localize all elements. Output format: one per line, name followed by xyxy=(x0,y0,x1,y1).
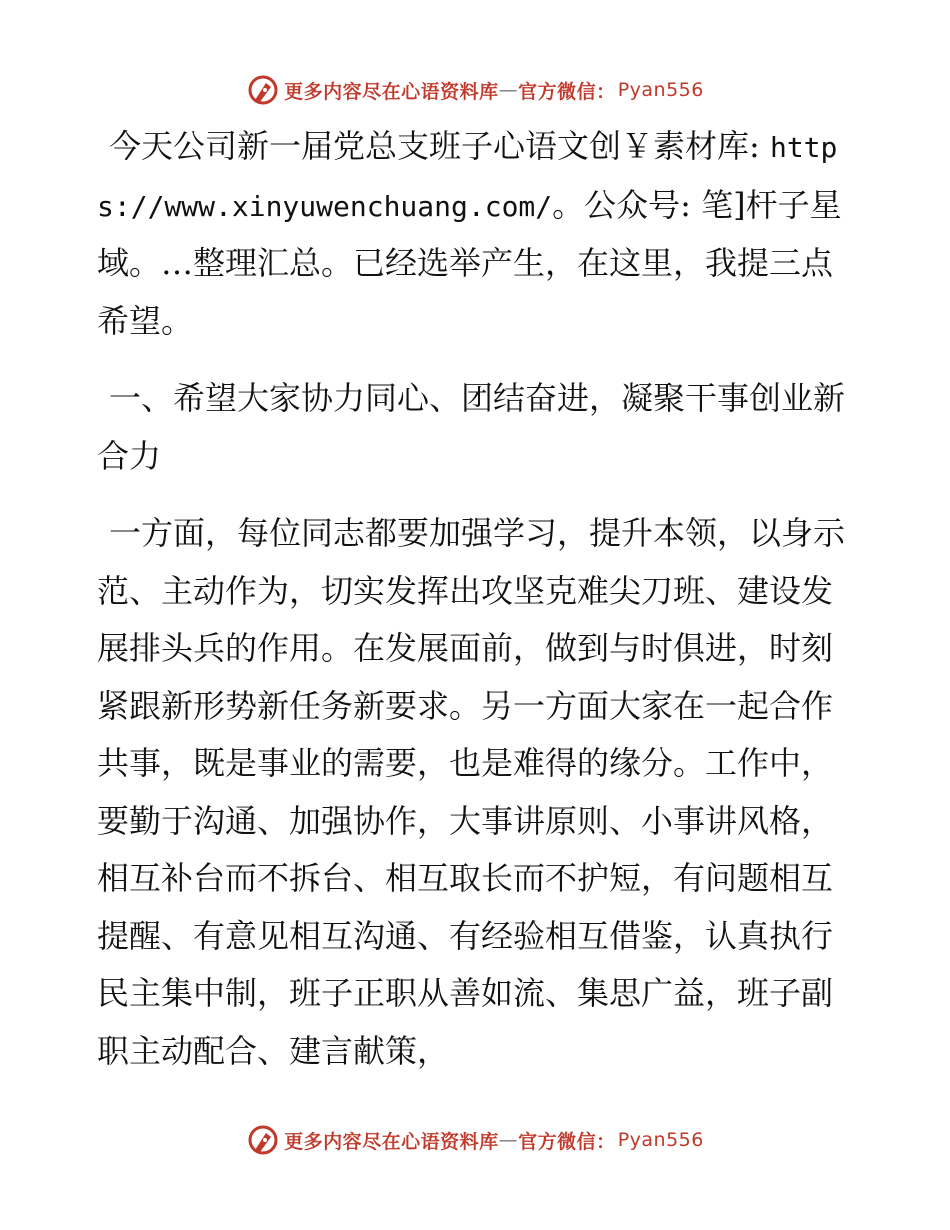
source-url-link[interactable]: https://www.xinyuwenchuang.com/ xyxy=(97,131,838,223)
watermark-wechat-label: 官方微信： xyxy=(518,1130,616,1153)
footer-watermark xyxy=(0,1120,950,1160)
watermark-separator: — xyxy=(498,79,519,101)
watermark-wechat-label: 官方微信： xyxy=(518,80,616,103)
watermark-brand-text: 更多内容尽在心语资料库 xyxy=(284,1130,499,1153)
watermark-wechat-id: Pyan556 xyxy=(617,1129,704,1151)
watermark-wechat-id: Pyan556 xyxy=(617,79,704,101)
watermark-brand-text: 更多内容尽在心语资料库 xyxy=(284,80,499,103)
intro-text-part2: 。公众号: 笔]杆子星域。…整理汇总。已经选举产生，在这里，我提三点希望。 xyxy=(97,185,842,340)
pen-nib-logo-icon xyxy=(246,1123,280,1157)
section-heading-1: 一、希望大家协力同心、团结奋进，凝聚干事创业新合力 xyxy=(97,379,846,475)
intro-text-part1: 今天公司新一届党总支班子心语文创￥素材库: xyxy=(109,127,770,165)
body-paragraph-1: 一方面，每位同志都要加强学习，提升本领，以身示范、主动作为，切实发挥出攻坚克难尖刀班、建设发展排头兵的作用。在发展面前，做到与时俱进，时刻紧跟新形势新任务新要求。另一方面大家在一起合作共事，既是事业的需要，也是难得的缘分。工作中，要勤于沟通、加强协作，大事讲原则、小事讲风格，相互补台而不拆台、相互取长而不护短，有问题相互提醒、有意见相互沟通、有经验相互借鉴，认真执行民主集中制，班子正职从善如流、集思广益，班子副职主动配合、建言献策， xyxy=(97,514,846,1070)
document-body xyxy=(97,118,857,1080)
intro-paragraph xyxy=(97,118,857,350)
header-watermark xyxy=(0,70,950,110)
watermark-separator: — xyxy=(498,1129,519,1151)
pen-nib-logo-icon xyxy=(246,73,280,107)
